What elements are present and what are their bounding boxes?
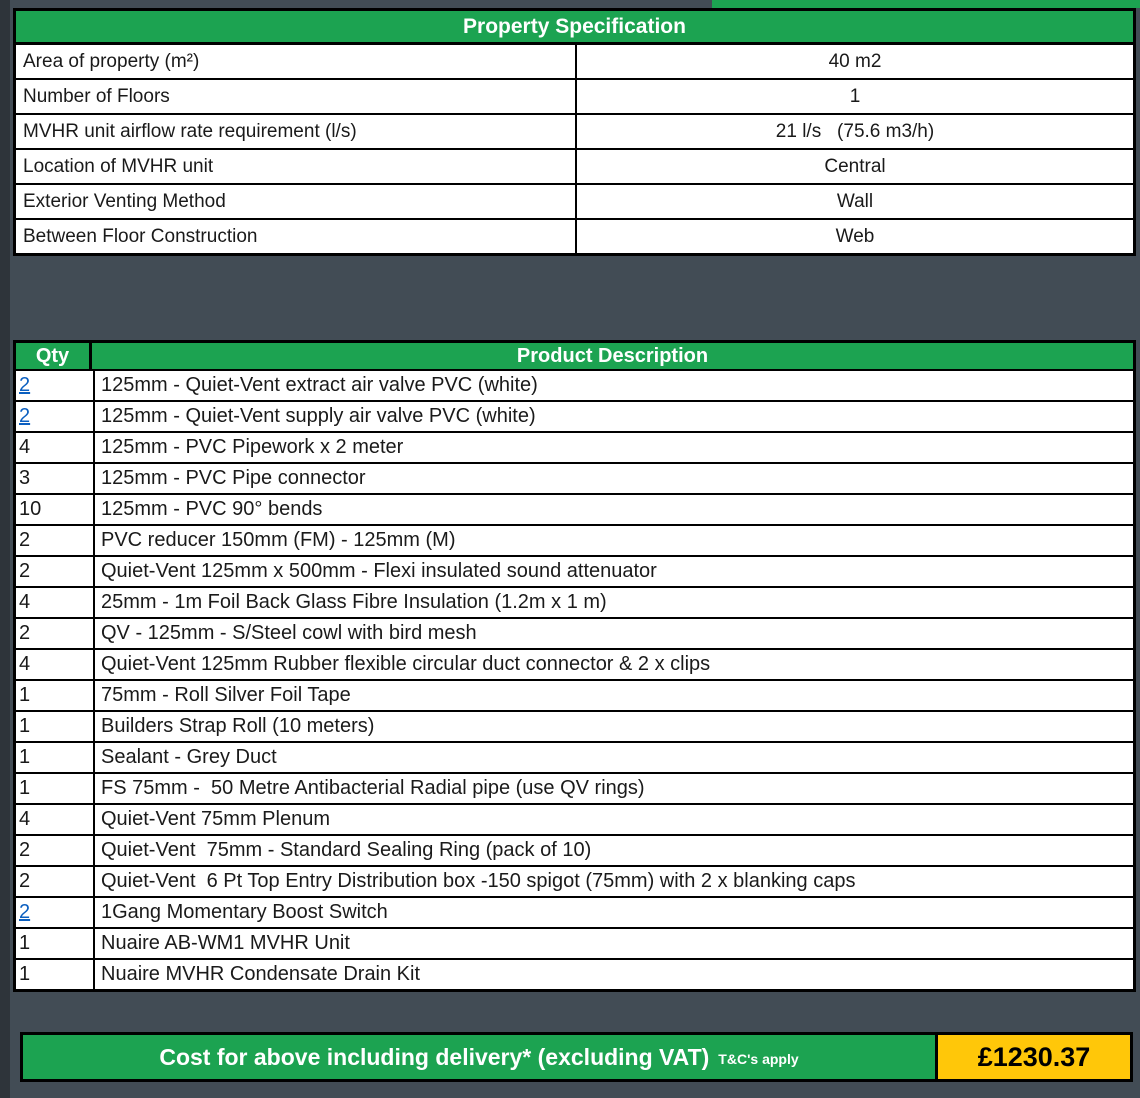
qty-column-header: Qty <box>16 343 92 369</box>
table-row <box>16 867 1133 898</box>
product-description: Sealant - Grey Duct <box>101 746 277 768</box>
product-description: 125mm - PVC Pipe connector <box>101 467 366 489</box>
table-row <box>16 588 1133 619</box>
qty-value: 1 <box>16 712 95 741</box>
product-description: PVC reducer 150mm (FM) - 125mm (M) <box>101 529 456 551</box>
product-description: 25mm - 1m Foil Back Glass Fibre Insulation (1.2m x 1 m) <box>101 591 607 613</box>
table-row <box>16 402 1133 433</box>
qty-value: 4 <box>16 433 95 462</box>
spec-value: 1 <box>849 85 861 107</box>
table-row <box>16 805 1133 836</box>
qty-value: 3 <box>16 464 95 493</box>
product-description: Quiet-Vent 6 Pt Top Entry Distribution box -150 spigot (75mm) with 2 x blanking caps <box>101 870 856 892</box>
qty-value: 2 <box>16 867 95 896</box>
spec-value: Wall <box>836 190 874 212</box>
product-description: Quiet-Vent 75mm - Standard Sealing Ring (pack of 10) <box>101 839 592 861</box>
qty-value: 1 <box>16 960 95 989</box>
qty-value: 4 <box>16 805 95 834</box>
table-row <box>16 619 1133 650</box>
table-row <box>16 929 1133 960</box>
spec-value: Central <box>824 155 886 177</box>
qty-value: 1 <box>16 774 95 803</box>
table-row <box>16 774 1133 805</box>
qty-value: 1 <box>16 929 95 958</box>
table-row <box>16 526 1133 557</box>
qty-value: 1 <box>16 743 95 772</box>
product-description: QV - 125mm - S/Steel cowl with bird mesh <box>101 622 477 644</box>
product-description: 75mm - Roll Silver Foil Tape <box>101 684 351 706</box>
product-description: 1Gang Momentary Boost Switch <box>101 901 388 923</box>
table-row <box>16 681 1133 712</box>
table-row <box>16 898 1133 929</box>
terms-note: T&C's apply <box>718 1051 799 1067</box>
qty-value: 2 <box>16 619 95 648</box>
product-table <box>13 340 1136 992</box>
spec-label: Number of Floors <box>16 80 577 113</box>
product-description: Quiet-Vent 125mm x 500mm - Flexi insulated sound attenuator <box>101 560 657 582</box>
qty-value: 4 <box>16 588 95 617</box>
qty-value: 2 <box>16 557 95 586</box>
table-row <box>16 836 1133 867</box>
table-row <box>16 433 1133 464</box>
qty-value: 4 <box>16 650 95 679</box>
cost-label: Cost for above including delivery* (excluding VAT) <box>159 1043 710 1070</box>
product-description: Nuaire MVHR Condensate Drain Kit <box>101 963 421 985</box>
qty-value: 1 <box>16 681 95 710</box>
spec-label: Location of MVHR unit <box>16 150 577 183</box>
table-row <box>16 557 1133 588</box>
table-row <box>16 960 1133 989</box>
product-description: FS 75mm - 50 Metre Antibacterial Radial pipe (use QV rings) <box>101 777 645 799</box>
table-row <box>16 712 1133 743</box>
spec-row-area <box>16 45 1133 80</box>
top-green-strip <box>712 0 1140 8</box>
product-description: Quiet-Vent 75mm Plenum <box>101 808 330 830</box>
cost-summary-bar <box>20 1032 1133 1082</box>
qty-link[interactable]: 2 <box>16 898 95 927</box>
qty-value: 2 <box>16 526 95 555</box>
left-edge-shade <box>0 0 10 1098</box>
table-row <box>16 371 1133 402</box>
property-specification-table <box>13 8 1136 256</box>
table-row <box>16 495 1133 526</box>
product-description: 125mm - Quiet-Vent supply air valve PVC (white) <box>101 405 536 427</box>
spec-row-venting <box>16 185 1133 220</box>
cost-label-section <box>23 1035 935 1079</box>
property-specification-title: Property Specification <box>16 11 1133 45</box>
table-row <box>16 650 1133 681</box>
product-description: 125mm - PVC Pipework x 2 meter <box>101 436 404 458</box>
qty-link[interactable]: 2 <box>16 371 95 400</box>
qty-link[interactable]: 2 <box>16 402 95 431</box>
spec-row-location <box>16 150 1133 185</box>
spec-value: 21 l/s (75.6 m3/h) <box>775 120 935 142</box>
product-description: Nuaire AB-WM1 MVHR Unit <box>101 932 350 954</box>
product-description: 125mm - Quiet-Vent extract air valve PVC (white) <box>101 374 538 396</box>
description-column-header: Product Description <box>92 343 1133 369</box>
spec-label: MVHR unit airflow rate requirement (l/s) <box>16 115 577 148</box>
spec-label: Area of property (m²) <box>16 45 577 78</box>
spec-label: Between Floor Construction <box>16 220 577 253</box>
spec-row-floors <box>16 80 1133 115</box>
spec-row-floor-construction <box>16 220 1133 253</box>
table-row <box>16 464 1133 495</box>
product-description: Quiet-Vent 125mm Rubber flexible circular duct connector & 2 x clips <box>101 653 711 675</box>
spec-row-airflow <box>16 115 1133 150</box>
spec-value: Web <box>835 225 875 247</box>
spec-label: Exterior Venting Method <box>16 185 577 218</box>
product-table-header <box>16 343 1133 371</box>
spec-value: 40 m2 <box>828 50 882 72</box>
qty-value: 2 <box>16 836 95 865</box>
qty-value: 10 <box>16 495 95 524</box>
table-row <box>16 743 1133 774</box>
total-cost-value: £1230.37 <box>935 1035 1130 1079</box>
product-description: Builders Strap Roll (10 meters) <box>101 715 375 737</box>
product-description: 125mm - PVC 90° bends <box>101 498 323 520</box>
